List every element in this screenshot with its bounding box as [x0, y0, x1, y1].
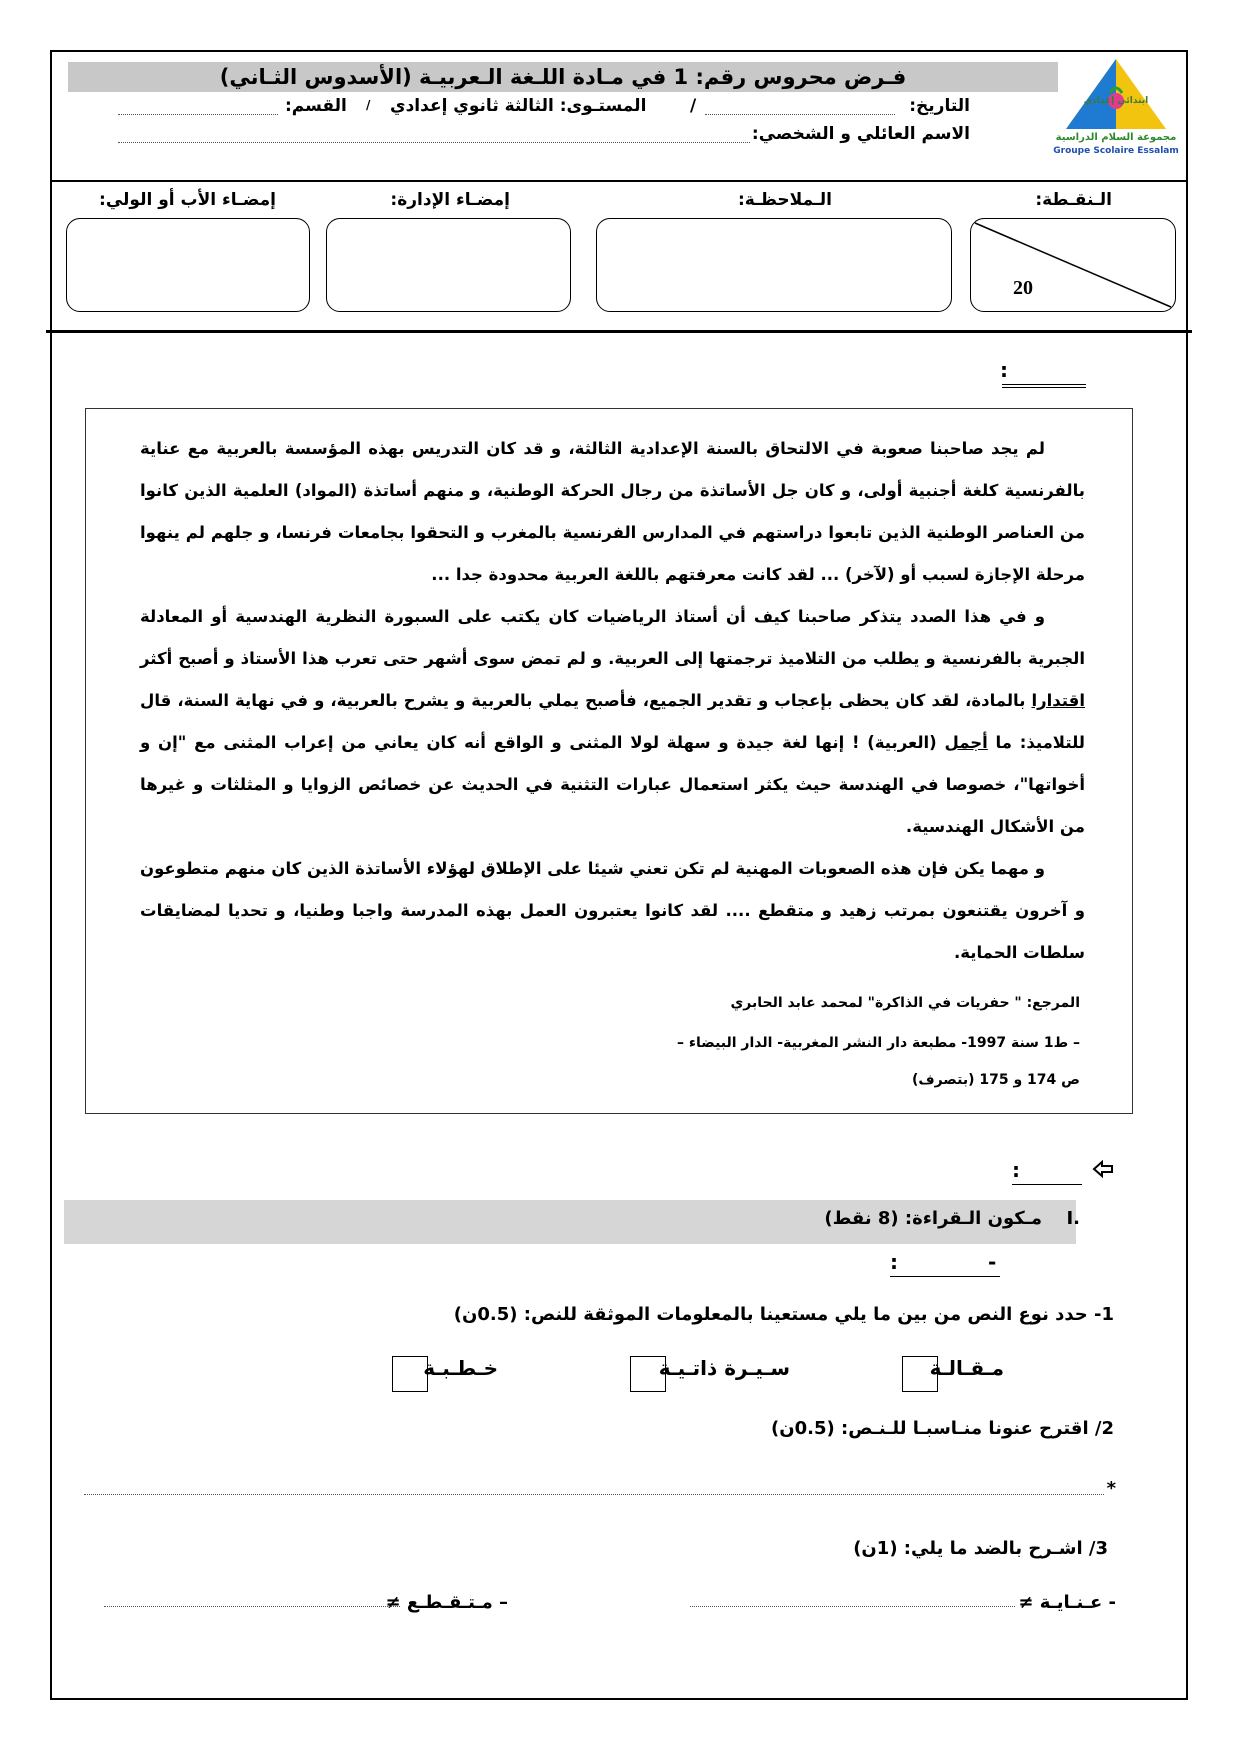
score-diagonal [971, 219, 1175, 311]
subsection-line [890, 1276, 1000, 1277]
subsection-dash: - [988, 1250, 997, 1274]
parent-sign-label: إمضـاء الأب أو الولي: [99, 190, 276, 210]
score-box[interactable] [970, 218, 1176, 312]
section-number: I. [1066, 1208, 1080, 1229]
level-label: المستـوى: الثالثة ثانوي إعدادي [390, 96, 647, 116]
reference-line-3: ص 174 و 175 (بتصرف) [911, 1072, 1080, 1088]
question-3: 3/ اشـرح بالضد ما يلي: (1ن) [853, 1538, 1108, 1559]
date-label: التاريخ: [909, 96, 970, 116]
name-label: الاسم العائلي و الشخصي: [751, 124, 970, 144]
passage-paragraph-1: لم يجد صاحبنا صعوبة في الالتحاق بالسنة الإعدادية الثالثة، و قد كان التدريس بهذه المؤسسة بالعربية مع عناية بالفرنسية كلغة أجنبية أولى، و كان جل الأساتذة من رجال الحركة الوطنية، و منهم أساتذة (المواد) العلمية الذين كانوا من العناصر الوطنية الذين تابعوا دراستهم في المدارس الفرنسية بالمغرب و التحقوا بجامعات فرنسا، و جلهم لم ينهوا مرحلة الإجازة لسبب أو (لآخر) ... لقد كانت معرفتهم باللغة العربية محدودة جدا ... [140, 439, 1085, 584]
admin-sign-label: إمضـاء الإدارة: [390, 190, 510, 210]
section-heading-line [1012, 1184, 1082, 1185]
logo-inner-top: ابتدائي إعدادي [1083, 96, 1149, 106]
score-label: الـنقـطة: [1035, 190, 1112, 210]
antonym-item-2: – مـتـقـطـع ≠ [385, 1592, 508, 1613]
remark-label: الـملاحظـة: [737, 190, 832, 210]
passage-paragraph-2 [140, 596, 1085, 848]
header-separator [46, 330, 1192, 333]
passage-p2-b: بالمادة، لقد كان يحظى بإعجاب و تقدير الجميع، فأصبح يملي بالعربية و يشرح بالعربية، و في نهاية السنة، قال للتلاميذ: ما [140, 691, 1085, 752]
option-speech: خـطـبـة [423, 1356, 498, 1380]
section-title: مـكون الـقراءة: (8 نقط) [824, 1208, 1042, 1229]
title-answer-field[interactable] [84, 1494, 1104, 1495]
section-field[interactable] [118, 114, 278, 115]
question-2-bullet: * [1106, 1478, 1116, 1499]
parent-sign-box[interactable] [66, 218, 310, 312]
checkbox-speech[interactable] [392, 1356, 428, 1392]
remark-box[interactable] [596, 218, 952, 312]
option-article: مـقـالـة [929, 1356, 1004, 1380]
section-label: القسم: [285, 96, 347, 116]
passage-p2-c: (العربية) ! إنها لغة جيدة و سهلة لولا المثنى و الواقع أنه كان يعاني من إعراب المثنى مع "إن و أخواتها"، خصوصا في الهندسة حيث يكثر استعمال عبارات التثنية في الحديث عن خصائص الزوايا و المثلثات و غيرها من الأشكال الهندسية. [140, 733, 1085, 836]
question-2: 2/ اقترح عنونا منـاسبـا للـنـص: (0.5ن) [771, 1418, 1114, 1439]
antonym-field-1[interactable] [690, 1606, 1015, 1607]
option-autobiography: سـيـرة ذاتـيـة [658, 1356, 790, 1380]
date-slash: / [690, 96, 697, 116]
admin-sign-box[interactable] [326, 218, 571, 312]
level-slash: / [366, 98, 371, 112]
text-heading-colon: : [1000, 358, 1008, 382]
checkbox-autobiography[interactable] [630, 1356, 666, 1392]
reference-line-2: – ط1 سنة 1997- مطبعة دار النشر المغربية- الدار البيضاء – [676, 1035, 1080, 1051]
passage-paragraph-3: و مهما يكن فإن هذه الصعوبات المهنية لم تكن تعني شيئا على الإطلاق لهؤلاء الأساتذة الذين كان منهم متطوعون و آخرون يقتنعون بمرتب زهيد و متقطع .... لقد كانوا يعتبرون العمل بهذه المدرسة واجبا وطنيا، و تحديا لمضايقات سلطات الحماية. [140, 859, 1085, 962]
name-field[interactable] [118, 142, 750, 143]
date-field[interactable] [705, 114, 895, 115]
passage-p2-a: و في هذا الصدد يتذكر صاحبنا كيف أن أستاذ الرياضيات كان يكتب على السبورة النظرية الهندسية أو المعادلة الجبرية بالفرنسية و يطلب من التلاميذ ترجمتها إلى العربية. و لم تمض سوى أشهر حتى تعرب هذا الأستاذ و أصبح أكثر [140, 607, 1085, 668]
question-1: 1- حدد نوع النص من بين ما يلي مستعينا بالمعلومات الموثقة للنص: (0.5ن) [453, 1304, 1114, 1325]
text-heading-line [1002, 384, 1086, 388]
logo-caption-fr: Groupe Scolaire Essalam [1053, 146, 1179, 156]
hand-pointer-icon [1092, 1158, 1114, 1180]
underlined-word-1: اقتدارا [1031, 691, 1085, 710]
subsection-colon: : [890, 1250, 898, 1274]
section-heading-colon: : [1012, 1158, 1020, 1182]
score-max: 20 [1013, 277, 1033, 299]
reference-line-1: المرجع: " حفريات في الذاكرة" لمحمد عابد الحابري [730, 995, 1080, 1011]
exam-title: فـرض محروس رقم: 1 في مـادة اللـغة الـعربيـة (الأسدوس الثـاني) [219, 65, 907, 89]
logo-caption-ar: مجموعة السلام الدراسية [1055, 132, 1177, 143]
antonym-field-2[interactable] [104, 1606, 400, 1607]
antonym-item-1: - عـنـايـة ≠ [1018, 1592, 1116, 1613]
underlined-word-2: أجمل [944, 733, 988, 752]
checkbox-article[interactable] [902, 1356, 938, 1392]
